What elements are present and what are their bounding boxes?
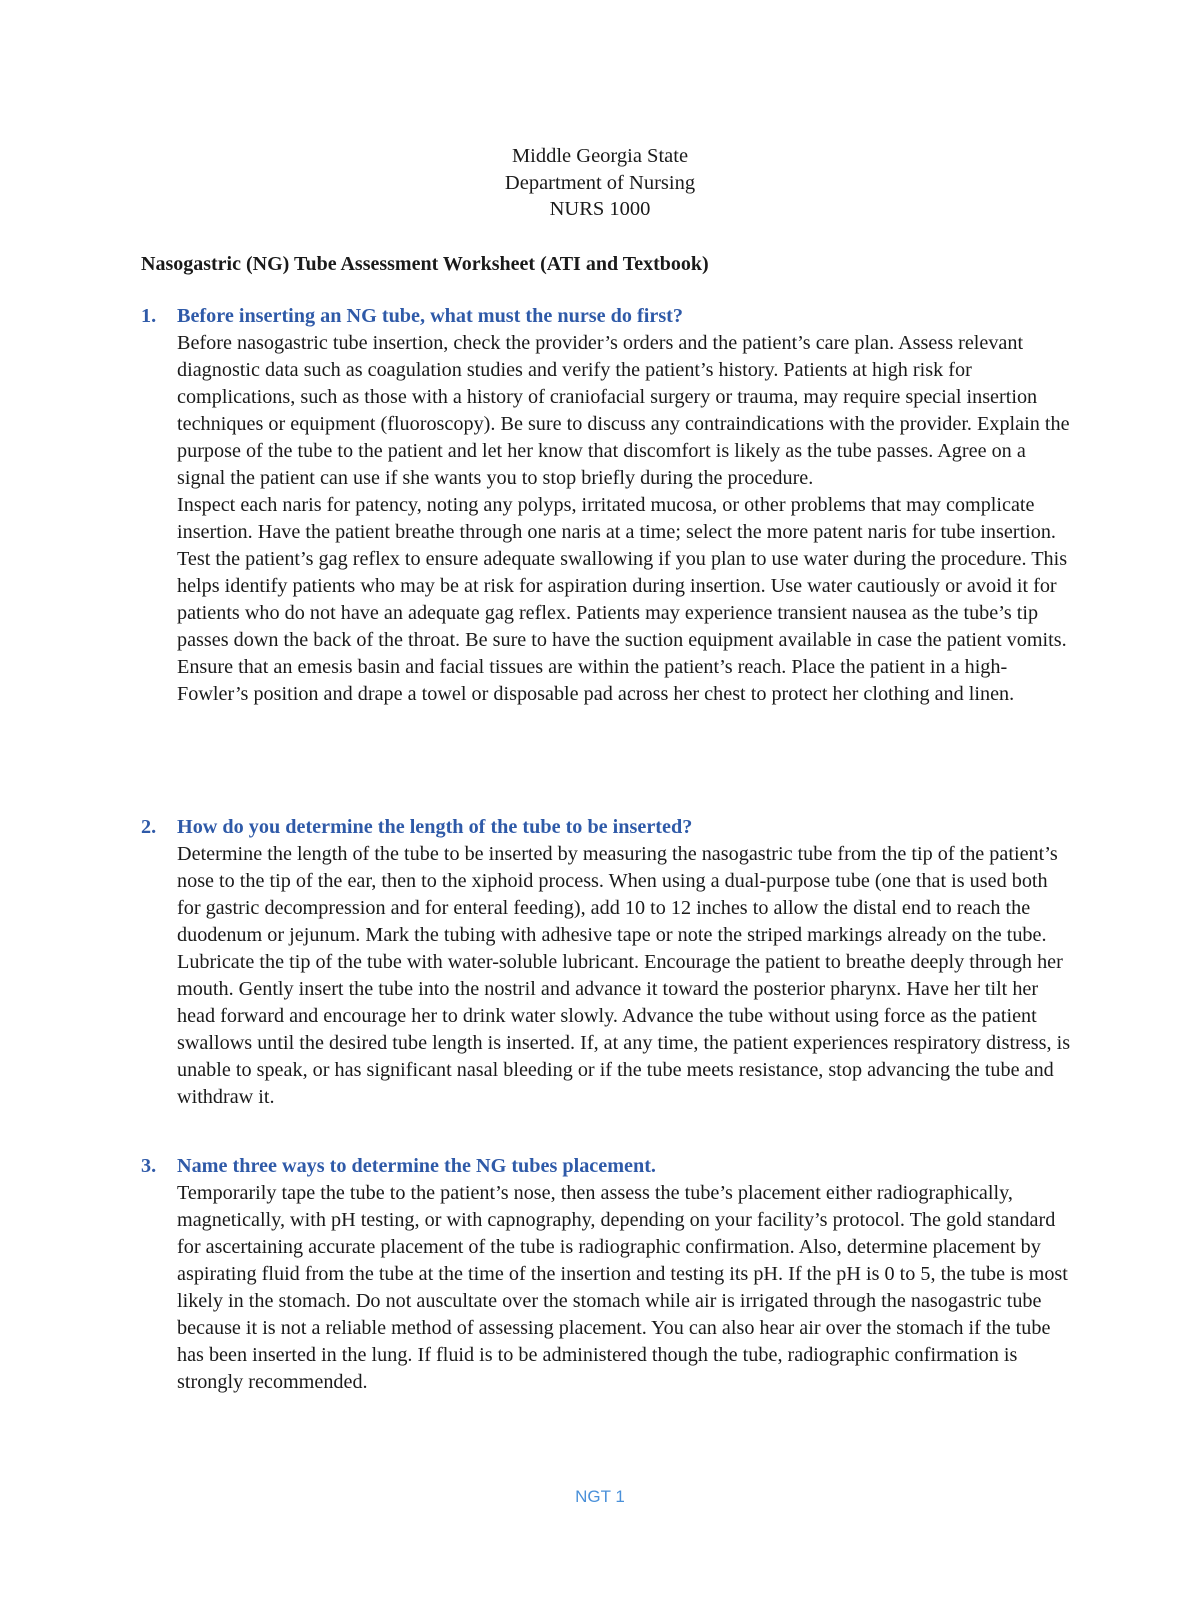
course-code: NURS 1000 [549, 198, 651, 220]
question-heading [141, 814, 1071, 841]
question-block-1 [141, 303, 1071, 708]
question-text: Name three ways to determine the NG tubes placement. [177, 1155, 656, 1177]
worksheet-title: Nasogastric (NG) Tube Assessment Worksheet (ATI and Textbook) [141, 253, 709, 275]
question-block-2 [141, 814, 1071, 1111]
answer-paragraph: Before nasogastric tube insertion, check the provider’s orders and the patient’s care plan. Assess relevant diagnostic data such as coagulation studies and verify the patient’s history. Patients at high risk for complications, such as those with a history of craniofacial surgery or trauma, may require special insertion techniques or equipment (fluoroscopy). Be sure to discuss any contraindications with the provider. Explain the purpose of the tube to the patient and let her know that discomfort is likely as the tube passes. Agree on a signal the patient can use if she wants you to stop briefly during the procedure. [177, 332, 1070, 489]
question-text: Before inserting an NG tube, what must the nurse do first? [177, 305, 683, 327]
institution-name: Middle Georgia State [511, 145, 689, 167]
answer-body [177, 1180, 1071, 1396]
answer-body [177, 330, 1071, 708]
answer-paragraph: Temporarily tape the tube to the patient’s nose, then assess the tube’s placement either radiographically, magnetically, with pH testing, or with capnography, depending on your facility’s protocol. The gold standard for ascertaining accurate placement of the tube is radiographic confirmation. Also, determine placement by aspirating fluid from the tube at the time of the insertion and testing its pH. If the pH is 0 to 5, the tube is most likely in the stomach. Do not auscultate over the stomach while air is irrigated through the nasogastric tube because it is not a reliable method of assessing placement. You can also hear air over the stomach if the tube has been inserted in the lung. If fluid is to be administered though the tube, radiographic confirmation is strongly recommended. [177, 1182, 1068, 1393]
question-block-3 [141, 1153, 1071, 1396]
question-heading [141, 303, 1071, 330]
question-heading [141, 1153, 1071, 1180]
page-footer: NGT 1 [575, 1487, 625, 1506]
document-header [0, 143, 1200, 223]
department-name: Department of Nursing [504, 171, 696, 194]
question-number: 2. [141, 816, 157, 838]
answer-body [177, 841, 1071, 1111]
question-number: 1. [141, 305, 157, 327]
question-text: How do you determine the length of the tube to be inserted? [177, 816, 693, 838]
answer-paragraph: Inspect each naris for patency, noting any polyps, irritated mucosa, or other problems that may complicate insertion. Have the patient breathe through one naris at a time; select the more patent naris for tube insertion. Test the patient’s gag reflex to ensure adequate swallowing if you plan to use water during the procedure. This helps identify patients who may be at risk for aspiration during insertion. Use water cautiously or avoid it for patients who do not have an adequate gag reflex. Patients may experience transient nausea as the tube’s tip passes down the back of the throat. Be sure to have the suction equipment available in case the patient vomits. Ensure that an emesis basin and facial tissues are within the patient’s reach. Place the patient in a high-Fowler’s position and drape a towel or disposable pad across her chest to protect her clothing and linen. [177, 494, 1068, 705]
question-number: 3. [141, 1155, 157, 1177]
answer-paragraph: Determine the length of the tube to be inserted by measuring the nasogastric tube from the tip of the patient’s nose to the tip of the ear, then to the xiphoid process. When using a dual-purpose tube (one that is used both for gastric decompression and for enteral feeding), add 10 to 12 inches to allow the distal end to reach the duodenum or jejunum. Mark the tubing with adhesive tape or note the striped markings already on the tube. Lubricate the tip of the tube with water-soluble lubricant. Encourage the patient to breathe deeply through her mouth. Gently insert the tube into the nostril and advance it toward the posterior pharynx. Have her tilt her head forward and encourage her to drink water slowly. Advance the tube without using force as the patient swallows until the desired tube length is inserted. If, at any time, the patient experiences respiratory distress, is unable to speak, or has significant nasal bleeding or if the tube meets resistance, stop advancing the tube and withdraw it. [177, 843, 1071, 1108]
